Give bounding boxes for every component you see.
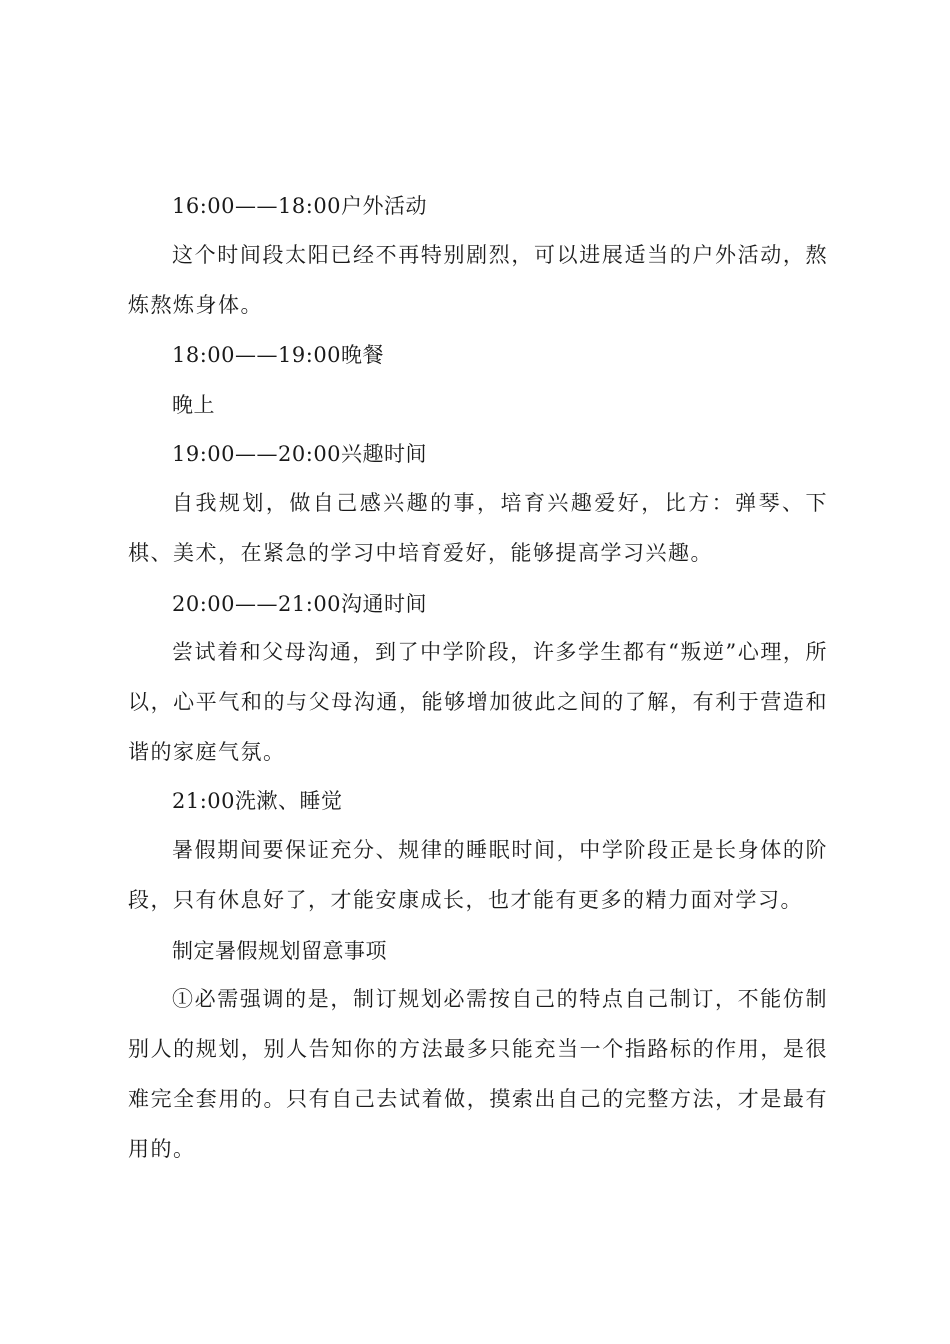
section-heading-communication: 20:00——21:00沟通时间 [172, 592, 428, 616]
section-heading-interest: 19:00——20:00兴趣时间 [172, 442, 428, 466]
paragraph-communication: 尝试着和父母沟通，到了中学阶段，许多学生都有“叛逆”心理，所以，心平气和的与父母沟通，能够增加彼此之间的了解，有利于营造和谐的家庭气氛。 [128, 640, 828, 764]
section-heading-dinner: 18:00——19:00晚餐 [172, 343, 385, 367]
section-heading-outdoor: 16:00——18:00户外活动 [172, 194, 428, 218]
paragraph-outdoor: 这个时间段太阳已经不再特别剧烈，可以进展适当的户外活动，熬炼熬炼身体。 [128, 243, 828, 317]
paragraph-interest: 自我规划，做自己感兴趣的事，培育兴趣爱好，比方：弹琴、下棋、美术，在紧急的学习中培育爱好，能够提高学习兴趣。 [128, 491, 828, 565]
paragraph-note-1: ①必需强调的是，制订规划必需按自己的特点自己制订，不能仿制别人的规划，别人告知你的方法最多只能充当一个指路标的作用，是很难完全套用的。只有自己去试着做，摸索出自己的完整方法，才是最有用的。 [128, 987, 828, 1161]
section-heading-evening: 晚上 [172, 393, 215, 417]
paragraph-sleep: 暑假期间要保证充分、规律的睡眠时间，中学阶段正是长身体的阶段，只有休息好了，才能安康成长，也才能有更多的精力面对学习。 [128, 838, 828, 912]
section-heading-notes: 制定暑假规划留意事项 [172, 939, 387, 963]
section-heading-sleep: 21:00洗漱、睡觉 [172, 789, 343, 813]
